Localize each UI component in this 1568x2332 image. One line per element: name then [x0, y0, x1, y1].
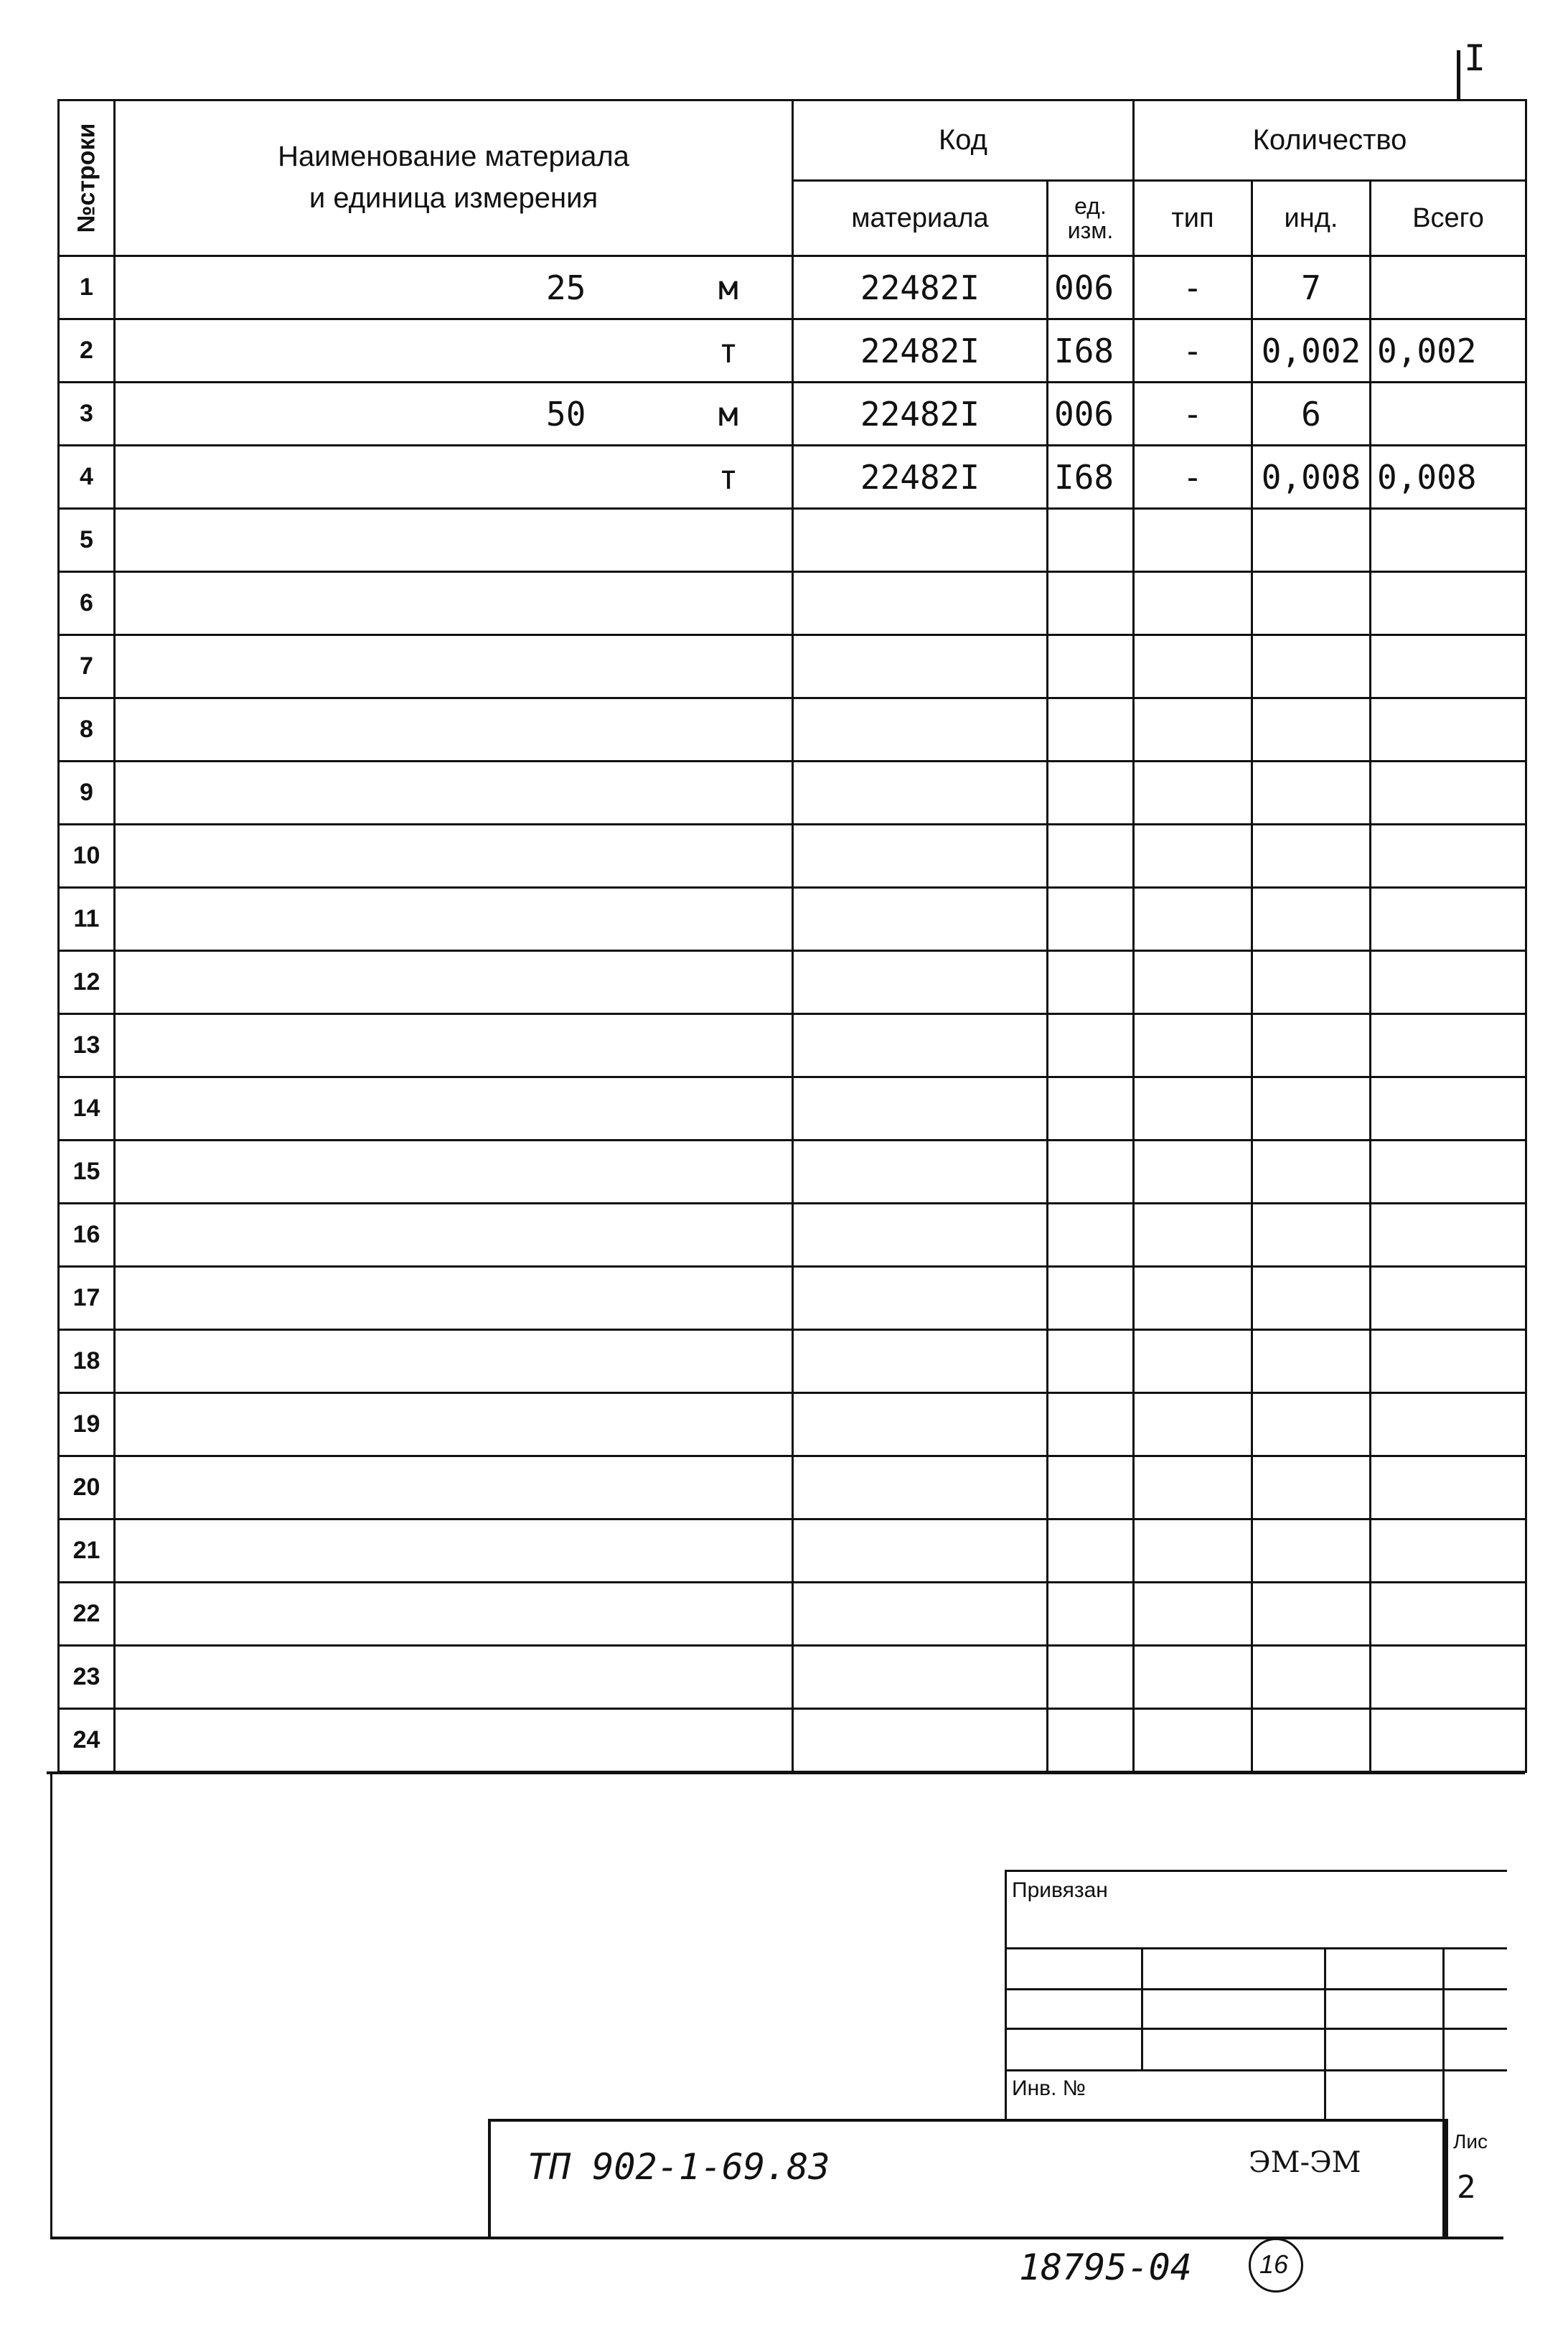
unit-code-cell: [1048, 1519, 1134, 1583]
table-row: [59, 1014, 1526, 1077]
material-code-cell: [793, 951, 1048, 1014]
ind-cell: [1252, 1204, 1371, 1267]
table-row: [59, 1393, 1526, 1456]
material-code-cell: [793, 825, 1048, 888]
ind-cell: [1252, 1646, 1371, 1709]
unit-code-cell: [1048, 698, 1134, 762]
ind-cell: [1252, 951, 1371, 1014]
header-ind: инд.: [1252, 181, 1371, 256]
ind-cell: [1252, 1014, 1371, 1077]
material-code-cell: [793, 572, 1048, 635]
material-name-cell: [115, 825, 793, 888]
type-cell: [1134, 888, 1252, 951]
material-code-cell: 22482I: [793, 446, 1048, 509]
stamp-inv-label: Инв. №: [1012, 2076, 1086, 2100]
row-number: 18: [59, 1330, 115, 1393]
type-cell: [1134, 1519, 1252, 1583]
type-cell: [1134, 1141, 1252, 1204]
type-cell: [1134, 1014, 1252, 1077]
ind-cell: [1252, 1393, 1371, 1456]
archive-number: 18795-04: [1019, 2247, 1192, 2288]
total-cell: [1371, 1141, 1526, 1204]
total-cell: [1371, 1267, 1526, 1330]
type-cell: [1134, 951, 1252, 1014]
material-code-cell: [793, 1519, 1048, 1583]
total-cell: [1371, 762, 1526, 825]
type-cell: [1134, 1646, 1252, 1709]
material-code-cell: [793, 1330, 1048, 1393]
ind-cell: 6: [1252, 383, 1371, 446]
table-row: [59, 825, 1526, 888]
table-row: [59, 446, 1526, 509]
table-row: [59, 1077, 1526, 1141]
material-name-cell: [115, 635, 793, 698]
row-number: 20: [59, 1456, 115, 1519]
total-cell: [1371, 256, 1526, 319]
row-number: 3: [59, 383, 115, 446]
total-cell: [1371, 698, 1526, 762]
type-cell: [1134, 572, 1252, 635]
row-number: 15: [59, 1141, 115, 1204]
unit-code-cell: [1048, 1141, 1134, 1204]
material-code-cell: [793, 1077, 1048, 1141]
ind-cell: [1252, 509, 1371, 572]
total-cell: [1371, 825, 1526, 888]
document-mark: ЭМ-ЭМ: [1249, 2146, 1361, 2179]
type-cell: [1134, 1709, 1252, 1772]
material-name-cell: [115, 1709, 793, 1772]
material-code-cell: [793, 1456, 1048, 1519]
unit-code-cell: [1048, 1393, 1134, 1456]
table-row: [59, 1330, 1526, 1393]
table-row: [59, 1267, 1526, 1330]
unit-code-cell: [1048, 888, 1134, 951]
unit-code-cell: I68: [1048, 319, 1134, 383]
total-cell: [1371, 383, 1526, 446]
row-number: 23: [59, 1646, 115, 1709]
material-code-cell: [793, 509, 1048, 572]
material-code-cell: [793, 1014, 1048, 1077]
type-cell: [1134, 1077, 1252, 1141]
type-cell: [1134, 509, 1252, 572]
material-code-cell: [793, 1709, 1048, 1772]
header-material-name: Наименование материала и единица измерения: [115, 100, 793, 256]
material-code-cell: [793, 1141, 1048, 1204]
table-row: [59, 1646, 1526, 1709]
material-name-cell: [115, 1204, 793, 1267]
material-name-cell: [115, 572, 793, 635]
corner-page-number: I: [1464, 37, 1486, 79]
ind-cell: [1252, 1330, 1371, 1393]
ind-cell: 0,008: [1252, 446, 1371, 509]
name-unit: м: [718, 268, 738, 307]
row-number: 12: [59, 951, 115, 1014]
sheet-separator: [1442, 2119, 1445, 2237]
header-total: Всего: [1371, 181, 1526, 256]
total-cell: [1371, 1204, 1526, 1267]
type-cell: -: [1134, 383, 1252, 446]
frame-left-rule: [50, 1771, 52, 2238]
material-code-cell: [793, 762, 1048, 825]
total-cell: [1371, 1583, 1526, 1646]
total-cell: [1371, 1519, 1526, 1583]
table-row: [59, 256, 1526, 319]
name-unit: т: [718, 457, 738, 497]
type-cell: -: [1134, 256, 1252, 319]
table-row: [59, 888, 1526, 951]
material-code-cell: [793, 1267, 1048, 1330]
table-row: [59, 572, 1526, 635]
unit-code-cell: 006: [1048, 383, 1134, 446]
archive-sub-number: 16: [1259, 2249, 1289, 2279]
total-cell: [1371, 1077, 1526, 1141]
total-cell: [1371, 509, 1526, 572]
material-name-cell: [115, 256, 793, 319]
unit-code-cell: I68: [1048, 446, 1134, 509]
material-name-cell: [115, 319, 793, 383]
total-cell: [1371, 1330, 1526, 1393]
unit-code-cell: [1048, 1204, 1134, 1267]
name-unit: м: [718, 394, 738, 434]
material-name-cell: [115, 1330, 793, 1393]
row-number: 21: [59, 1519, 115, 1583]
ind-cell: [1252, 1583, 1371, 1646]
row-number: 16: [59, 1204, 115, 1267]
sheet-label: Лис: [1453, 2130, 1488, 2153]
row-number: 17: [59, 1267, 115, 1330]
table-row: [59, 383, 1526, 446]
stamp-linked-label: Привязан: [1012, 1878, 1108, 1902]
row-number: 1: [59, 256, 115, 319]
type-cell: [1134, 1393, 1252, 1456]
header-material-code: материала: [793, 181, 1048, 256]
table-row: [59, 762, 1526, 825]
table-row: [59, 1204, 1526, 1267]
row-number: 22: [59, 1583, 115, 1646]
linkage-stamp: [1005, 1870, 1507, 2121]
corner-bracket: [1457, 50, 1460, 100]
material-code-cell: [793, 1583, 1048, 1646]
header-unit-code: ед. изм.: [1048, 181, 1134, 256]
total-cell: [1371, 1709, 1526, 1772]
type-cell: [1134, 1583, 1252, 1646]
table-row: [59, 698, 1526, 762]
table-row: [59, 1519, 1526, 1583]
name-quantity: 50: [546, 394, 586, 434]
header-type: тип: [1134, 181, 1252, 256]
ind-cell: 0,002: [1252, 319, 1371, 383]
total-cell: [1371, 572, 1526, 635]
material-name-cell: [115, 1267, 793, 1330]
row-number: 7: [59, 635, 115, 698]
name-quantity: 25: [546, 268, 586, 307]
material-code-cell: [793, 635, 1048, 698]
ind-cell: [1252, 1141, 1371, 1204]
unit-code-cell: 006: [1048, 256, 1134, 319]
document-code: ТП 902-1-69.83: [527, 2146, 830, 2188]
material-name-cell: [115, 383, 793, 446]
table-row: [59, 319, 1526, 383]
material-name-cell: [115, 698, 793, 762]
type-cell: -: [1134, 319, 1252, 383]
material-name-cell: [115, 762, 793, 825]
sheet-number: 2: [1457, 2169, 1476, 2206]
table-row: [59, 951, 1526, 1014]
material-code-cell: 22482I: [793, 383, 1048, 446]
material-code-cell: [793, 1204, 1048, 1267]
material-code-cell: [793, 1393, 1048, 1456]
type-cell: [1134, 635, 1252, 698]
ind-cell: [1252, 1456, 1371, 1519]
unit-code-cell: [1048, 1456, 1134, 1519]
table-row: [59, 509, 1526, 572]
type-cell: [1134, 698, 1252, 762]
unit-code-cell: [1048, 509, 1134, 572]
table-row: [59, 1141, 1526, 1204]
row-number: 10: [59, 825, 115, 888]
material-spec-table: [57, 99, 1525, 1771]
material-name-cell: [115, 1456, 793, 1519]
material-name-cell: [115, 1393, 793, 1456]
material-name-cell: [115, 446, 793, 509]
unit-code-cell: [1048, 825, 1134, 888]
ind-cell: [1252, 1519, 1371, 1583]
header-row-number: №строки: [59, 100, 115, 256]
header-code-group: Код: [793, 100, 1134, 181]
total-cell: [1371, 888, 1526, 951]
unit-code-cell: [1048, 1583, 1134, 1646]
table-bottom-rule: [47, 1771, 1525, 1774]
unit-code-cell: [1048, 572, 1134, 635]
type-cell: -: [1134, 446, 1252, 509]
material-code-cell: [793, 698, 1048, 762]
total-cell: [1371, 1456, 1526, 1519]
unit-code-cell: [1048, 1014, 1134, 1077]
name-unit: т: [718, 331, 738, 370]
type-cell: [1134, 1456, 1252, 1519]
table-row: [59, 635, 1526, 698]
ind-cell: [1252, 1077, 1371, 1141]
ind-cell: 7: [1252, 256, 1371, 319]
total-cell: [1371, 635, 1526, 698]
ind-cell: [1252, 635, 1371, 698]
material-name-cell: [115, 509, 793, 572]
unit-code-cell: [1048, 1709, 1134, 1772]
unit-code-cell: [1048, 951, 1134, 1014]
material-name-cell: [115, 1519, 793, 1583]
table-row: [59, 1456, 1526, 1519]
row-number: 19: [59, 1393, 115, 1456]
unit-code-cell: [1048, 762, 1134, 825]
type-cell: [1134, 1204, 1252, 1267]
total-cell: [1371, 1646, 1526, 1709]
material-code-cell: 22482I: [793, 319, 1048, 383]
ind-cell: [1252, 1267, 1371, 1330]
total-cell: [1371, 1014, 1526, 1077]
total-cell: 0,002: [1371, 319, 1526, 383]
material-name-cell: [115, 1141, 793, 1204]
ind-cell: [1252, 572, 1371, 635]
material-name-cell: [115, 1077, 793, 1141]
material-name-cell: [115, 1014, 793, 1077]
material-name-cell: [115, 1583, 793, 1646]
row-number: 11: [59, 888, 115, 951]
material-code-cell: 22482I: [793, 256, 1048, 319]
row-number: 2: [59, 319, 115, 383]
row-number: 6: [59, 572, 115, 635]
unit-code-cell: [1048, 1646, 1134, 1709]
type-cell: [1134, 1330, 1252, 1393]
material-code-cell: [793, 1646, 1048, 1709]
ind-cell: [1252, 888, 1371, 951]
type-cell: [1134, 825, 1252, 888]
type-cell: [1134, 1267, 1252, 1330]
unit-code-cell: [1048, 1330, 1134, 1393]
table-row: [59, 1583, 1526, 1646]
row-number: 8: [59, 698, 115, 762]
unit-code-cell: [1048, 1077, 1134, 1141]
ind-cell: [1252, 1709, 1371, 1772]
ind-cell: [1252, 825, 1371, 888]
unit-code-cell: [1048, 1267, 1134, 1330]
material-name-cell: [115, 888, 793, 951]
type-cell: [1134, 762, 1252, 825]
row-number: 5: [59, 509, 115, 572]
ind-cell: [1252, 698, 1371, 762]
table-body: [59, 256, 1526, 1772]
total-cell: [1371, 1393, 1526, 1456]
header-quantity-group: Количество: [1134, 100, 1526, 181]
table-row: [59, 1709, 1526, 1772]
row-number: 9: [59, 762, 115, 825]
unit-code-cell: [1048, 635, 1134, 698]
row-number: 4: [59, 446, 115, 509]
material-code-cell: [793, 888, 1048, 951]
ind-cell: [1252, 762, 1371, 825]
total-cell: [1371, 951, 1526, 1014]
total-cell: 0,008: [1371, 446, 1526, 509]
material-name-cell: [115, 951, 793, 1014]
row-number: 24: [59, 1709, 115, 1772]
material-name-cell: [115, 1646, 793, 1709]
row-number: 13: [59, 1014, 115, 1077]
row-number: 14: [59, 1077, 115, 1141]
